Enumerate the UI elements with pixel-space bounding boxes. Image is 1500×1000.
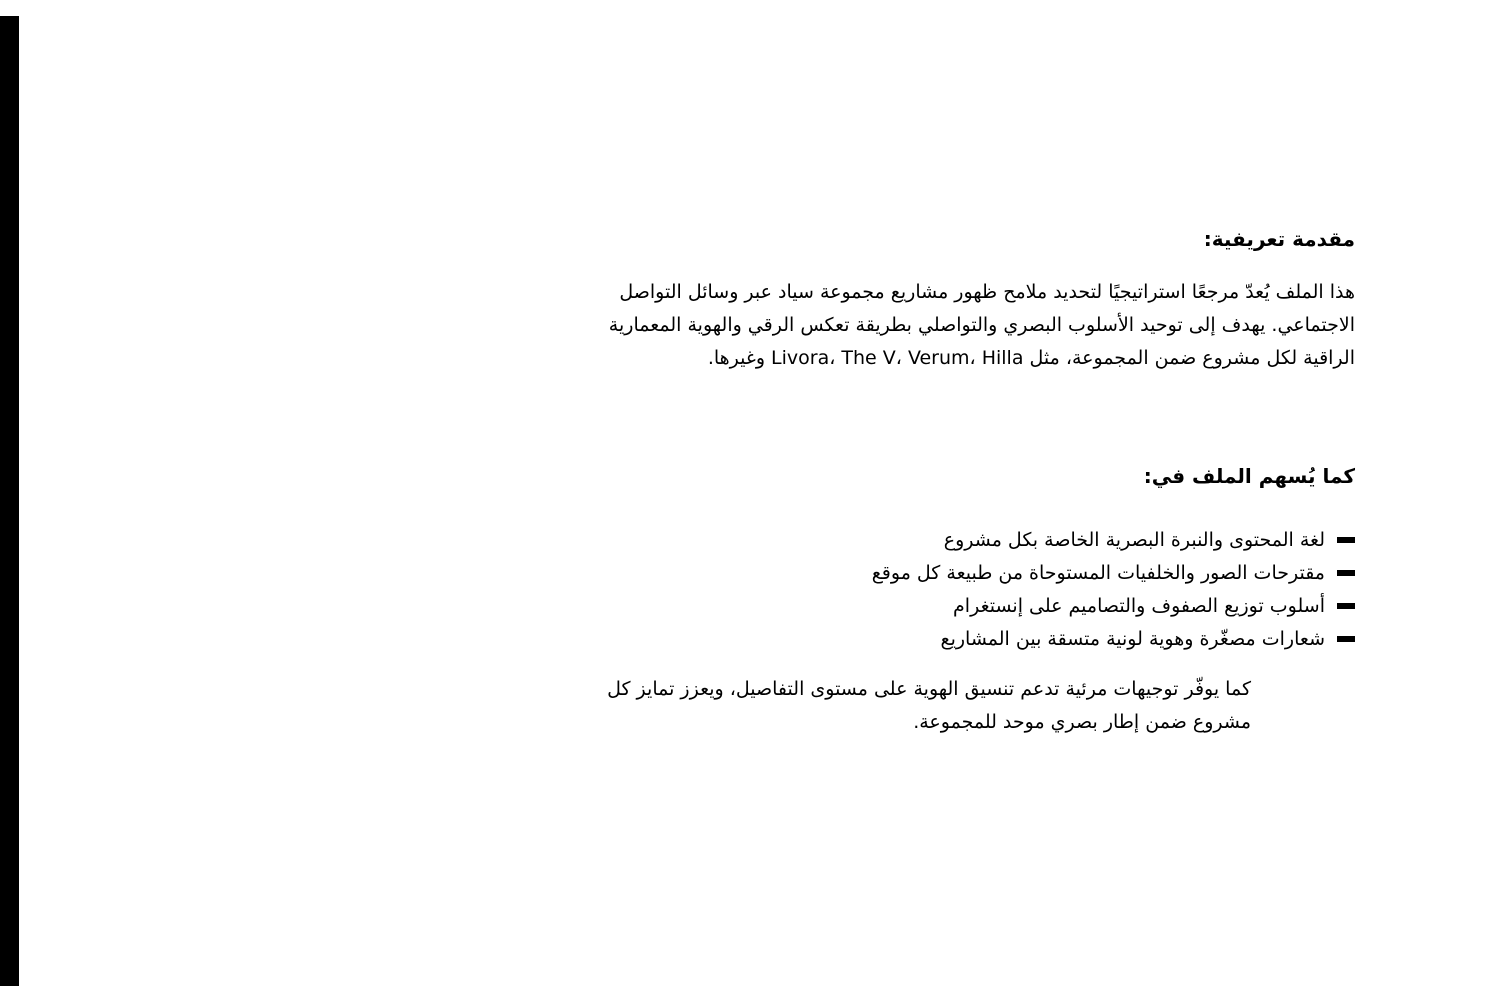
contributions-list — [565, 523, 1355, 655]
intro-paragraph: هذا الملف يُعدّ مرجعًا استراتيجيًا لتحديد ملامح ظهور مشاريع مجموعة سياد عبر وسائل التواصل الاجتماعي. يهدف إلى توحيد الأسلوب البصري والتواصلي بطريقة تعكس الرقي والهوية المعمارية الراقية لكل مشروع ضمن المجموعة، مثل Livora، The V، Verum، Hilla وغيرها. — [608, 281, 1355, 369]
list-item — [565, 556, 1355, 589]
list-item — [565, 589, 1355, 622]
bullet-dash-icon — [1337, 603, 1355, 609]
outro-paragraph: كما يوفّر توجيهات مرئية تدعم تنسيق الهوية على مستوى التفاصيل، ويعزز تمايز كل مشروع ضمن إطار بصري موحد للمجموعة. — [607, 678, 1251, 733]
contributions-heading: كما يُسهم الملف في: — [1143, 464, 1355, 488]
bullet-dash-icon — [1337, 570, 1355, 576]
list-item-text: شعارات مصغّرة وهوية لونية متسقة بين المشاريع — [940, 627, 1325, 650]
contributions-section — [565, 459, 1355, 655]
left-edge-bar — [0, 16, 19, 986]
intro-heading: مقدمة تعريفية: — [1203, 227, 1355, 251]
bullet-dash-icon — [1337, 636, 1355, 642]
document-body — [565, 222, 1355, 739]
list-item-text: أسلوب توزيع الصفوف والتصاميم على إنستغرام — [953, 594, 1325, 617]
bullet-dash-icon — [1337, 537, 1355, 543]
list-item — [565, 622, 1355, 655]
list-item-text: لغة المحتوى والنبرة البصرية الخاصة بكل مشروع — [943, 528, 1325, 551]
list-item-text: مقترحات الصور والخلفيات المستوحاة من طبيعة كل موقع — [871, 561, 1325, 584]
intro-section — [565, 222, 1355, 375]
list-item — [565, 523, 1355, 556]
outro-section — [565, 673, 1355, 739]
